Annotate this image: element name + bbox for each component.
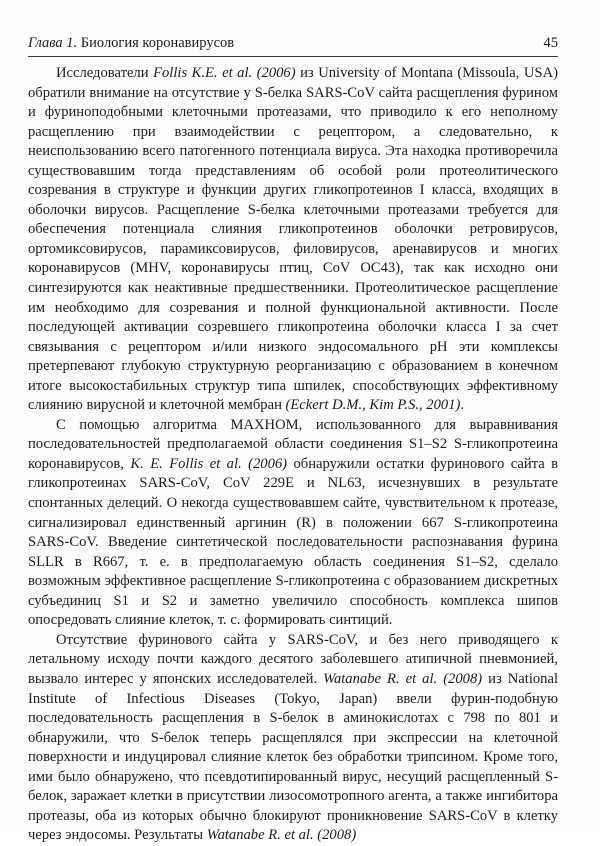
text-run: из National Institute of Infectious Diseases (Tokyo, Japan) ввели фурин-подобную последовательность расщепления в S-белок в аминокислотах с 798 по 801 и обнаружили, что S-белок теперь расщеплялся при экспрессии на клеточной поверхности и индуцировал слияние клеток без обработки трипсином. Кроме того, ими было обнаружено, что псевдотипированный вирус, несущий расщепленный S-белок, заражает клетки в присутствии лизосомотропного агента, а также ингибитора протеазы, оба из которых обычно блокируют проникновение SARS-CoV в клетку через эндосомы. Результаты <box>28 670 559 844</box>
citation: Watanabe R. et al. (2008) <box>323 670 483 687</box>
text-run: обнаружили остатки фуринового сайта в гликопротеинах SARS-CoV, CoV 229E и NL63, исчезнувших в результате спонтанных делеций. О некогда существовавшем сайте, чувствительном к протеазе, сигнализировал единственный аргинин (R) в положении 667 S-гликопротеина SARS-CoV. Введение синтетической последовательности распознавания фурина SLLR в R667, т. е. в предполагаемую область соединения S1–S2, сделало возможным эффективное расщепление S-гликопротеина с образованием дискретных субъединиц S1 и S2 и заметно увеличило способность комплекса шипов опосредовать слияние клеток, т. с. формировать синтиций. <box>28 455 559 629</box>
citation: K. E. Follis et al. (2006) <box>130 455 288 472</box>
citation: (Eckert D.M., Kim P.S., 2001) <box>285 397 461 414</box>
header-rule <box>28 56 558 57</box>
page-number: 45 <box>543 35 558 51</box>
chapter-title: Биология коронавирусов <box>80 35 235 51</box>
paragraph <box>28 64 558 416</box>
citation: Follis K.E. et al. (2006) <box>153 65 296 81</box>
paragraph <box>28 631 558 846</box>
header-title <box>28 33 234 53</box>
citation: Watanabe R. et al. (2008) <box>206 827 357 844</box>
running-header <box>28 33 558 53</box>
chapter-label: Глава 1. <box>28 35 78 51</box>
text-run: С помощью алгоритма MAXHOM, использованного для выравнивания последовательностей предполагаемой области соединения S1–S2 S-гликопротеина коронавирусов, <box>28 416 558 472</box>
paragraph <box>28 416 558 631</box>
text-run: из University of Montana (Missoula, USA) обратили внимание на отсутствие у S-белка SARS-CoV сайта расщепления фурином и фуриноподобными клеточными протеазами, что приводило к его неполному расщеплению при взаимодействии с рецептором, а следовательно, к неиспользованию всего патогенного потенциала вируса. Эта находка противоречила существовавшим тогда представлениям об особой роли протеолитического созревания в структуре и функции других гликопротеинов I класса, входящих в оболочки вирусов. Расщепление S-белка клеточными протеазами требуется для обеспечения потенциала слияния гликопротеинов оболочки ретровирусов, ортомиксовирусов, парамиксовирусов, филовирусов, аренавирусов и многих коронавирусов (MHV, коронавирусы птиц, CoV OC43), так как исходно они синтезируются как неактивные предшественники. Протеолитическое расщепление им необходимо для созревания и полной функциональной активности. После последующей активации созревшего гликопротеина оболочки класса I за счет связывания с рецептором и/или низкого эндосомального pH эти комплексы претерпевают глубокую структурную реорганизацию с образованием в конечном итоге высокостабильных структур типа шпилек, способствующих эффективному слиянию вирусной и клеточной мембран <box>28 65 558 414</box>
text-run: Исследователи <box>56 65 154 81</box>
body-text <box>28 64 558 846</box>
text-run: . <box>460 397 465 414</box>
text-run: Отсутствие фуринового сайта у SARS-CoV, и без него приводящего к летальному исходу почти каждого десятого заболевшего атипичной пневмонией, вызвало интерес у японских исследователей. <box>28 631 558 687</box>
